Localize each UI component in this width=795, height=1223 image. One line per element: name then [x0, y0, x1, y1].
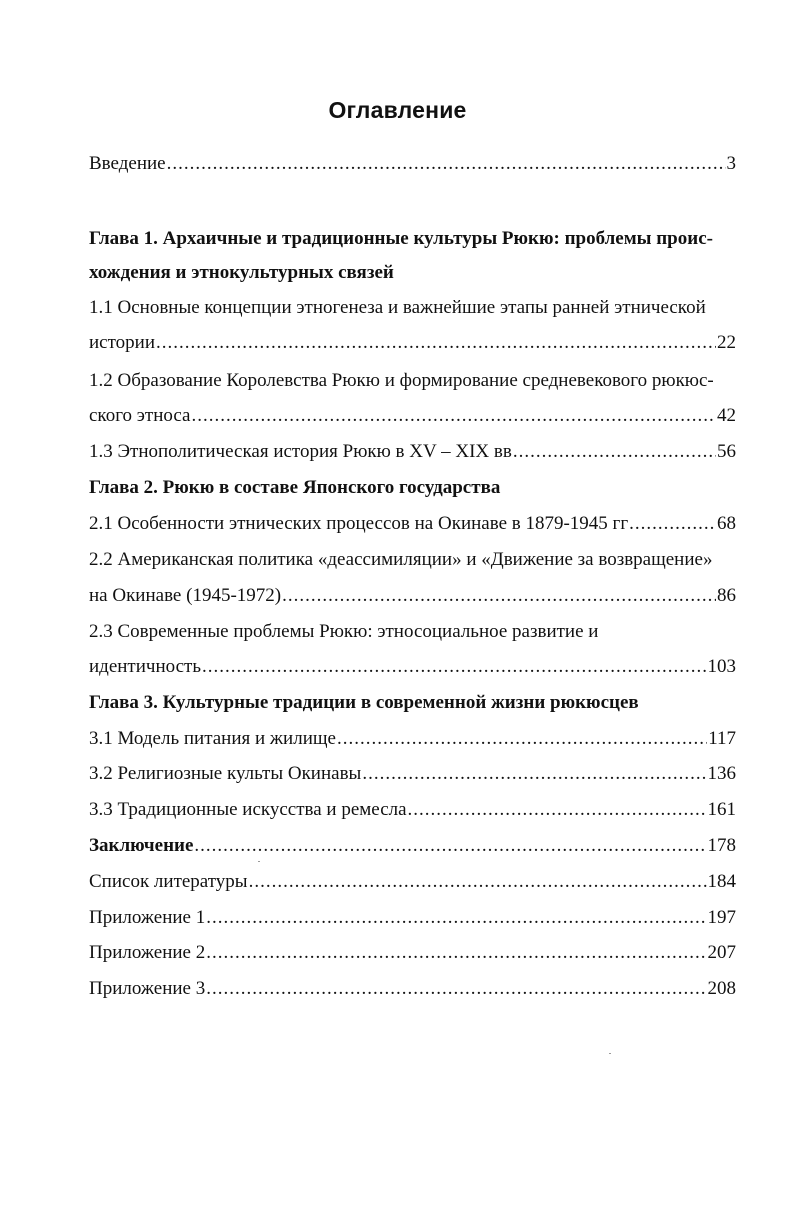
toc-entry-1-2-line-1[interactable] — [89, 363, 736, 399]
dot-leader — [206, 971, 706, 1007]
dot-leader — [206, 900, 706, 936]
toc-entry-text: 3.1 Модель питания и жилище — [89, 728, 336, 749]
dot-leader — [629, 506, 716, 542]
dot-leader — [194, 828, 706, 864]
dot-leader — [362, 756, 706, 792]
toc-entry-3-1[interactable] — [89, 721, 736, 757]
chapter-heading-text: Глава 3. Культурные традиции в современной жизни рюкюсцев — [89, 692, 639, 713]
dot-leader — [206, 935, 706, 971]
toc-entry-2-1[interactable] — [89, 506, 736, 542]
toc-entry-2-2-line-1[interactable] — [89, 542, 736, 578]
toc-entry-text: 1.1 Основные концепции этногенеза и важнейшие этапы ранней этнической — [89, 297, 706, 318]
toc-entry-2-3-line-2[interactable] — [89, 649, 736, 685]
toc-entry-text: Приложение 3 — [89, 978, 206, 999]
toc-entry-text: 2.3 Современные проблемы Рюкю: этносоциальное развитие и — [89, 621, 599, 642]
chapter-heading-text: Глава 1. Архаичные и традиционные культуры Рюкю: проблемы проис- — [89, 228, 713, 249]
dot-leader — [337, 721, 707, 757]
toc-entry-text: 2.2 Американская политика «деассимиляции» и «Движение за возвращение» — [89, 549, 713, 570]
toc-entry-text: 1.3 Этнополитическая история Рюкю в XV – XIX вв — [89, 441, 512, 462]
toc-entry-1-1-line-1[interactable] — [89, 290, 736, 326]
toc-entry-3-2[interactable] — [89, 756, 736, 792]
chapter-1-heading-line-1[interactable] — [89, 221, 736, 257]
chapter-3-heading[interactable] — [89, 685, 736, 721]
toc-entry-page: 86 — [717, 585, 736, 606]
toc-entry-text: Приложение 1 — [89, 907, 206, 928]
toc-entry-text: Введение — [89, 153, 166, 174]
dot-leader — [513, 434, 716, 470]
chapter-heading-text: хождения и этнокультурных связей — [89, 262, 394, 283]
dot-leader — [167, 146, 726, 182]
toc-entry-page: 197 — [707, 907, 736, 928]
dot-leader — [191, 398, 716, 434]
toc-entry-text: 3.3 Традиционные искусства и ремесла — [89, 799, 407, 820]
dot-leader — [282, 578, 716, 614]
toc-entry-text: 1.2 Образование Королевства Рюкю и формирование средневекового рюкюс- — [89, 370, 714, 391]
toc-entry-appendix-1[interactable] — [89, 900, 736, 936]
toc-entry-conclusion[interactable] — [89, 828, 736, 864]
toc-entry-page: 22 — [717, 332, 736, 353]
toc-entry-text: на Окинаве (1945-1972) — [89, 585, 282, 606]
toc-entry-bibliography[interactable] — [89, 864, 736, 900]
toc-entry-3-3[interactable] — [89, 792, 736, 828]
toc-entry-page: 68 — [717, 513, 736, 534]
toc-entry-introduction[interactable] — [89, 146, 736, 182]
chapter-2-heading[interactable] — [89, 470, 736, 506]
toc-entry-text: 2.1 Особенности этнических процессов на Окинаве в 1879-1945 гг — [89, 513, 629, 534]
dot-leader — [202, 649, 706, 685]
toc-entry-text: идентичность — [89, 656, 202, 677]
toc-entry-page: 178 — [707, 835, 736, 856]
toc-entry-text: Приложение 2 — [89, 942, 206, 963]
toc-entry-text: 3.2 Религиозные культы Окинавы — [89, 763, 362, 784]
toc-entry-page: 184 — [707, 871, 736, 892]
toc-entry-text: Список литературы — [89, 871, 248, 892]
chapter-1-heading-line-2[interactable] — [89, 255, 736, 291]
scan-speck — [609, 1053, 611, 1054]
toc-entry-page: 56 — [717, 441, 736, 462]
toc-entry-page: 136 — [707, 763, 736, 784]
toc-entry-text: ского этноса — [89, 405, 191, 426]
toc-entry-appendix-3[interactable] — [89, 971, 736, 1007]
toc-entry-2-3-line-1[interactable] — [89, 614, 736, 650]
dot-leader — [408, 792, 707, 828]
toc-entry-page: 3 — [726, 153, 736, 174]
scan-speck — [258, 861, 260, 862]
toc-entry-page: 42 — [717, 405, 736, 426]
toc-entry-page: 161 — [707, 799, 736, 820]
toc-entry-2-2-line-2[interactable] — [89, 578, 736, 614]
toc-entry-1-1-line-2[interactable] — [89, 325, 736, 361]
toc-entry-appendix-2[interactable] — [89, 935, 736, 971]
toc-entry-page: 207 — [707, 942, 736, 963]
page-title: Оглавление — [328, 97, 467, 123]
toc-entry-1-2-line-2[interactable] — [89, 398, 736, 434]
dot-leader — [156, 325, 716, 361]
toc-entry-1-3[interactable] — [89, 434, 736, 470]
dot-leader — [249, 864, 707, 900]
toc-entry-page: 208 — [707, 978, 736, 999]
chapter-heading-text: Глава 2. Рюкю в составе Японского государства — [89, 477, 501, 498]
toc-entry-text: Заключение — [89, 835, 194, 856]
toc-entry-text: истории — [89, 332, 155, 353]
toc-entry-page: 117 — [708, 728, 736, 749]
toc-entry-page: 103 — [707, 656, 736, 677]
